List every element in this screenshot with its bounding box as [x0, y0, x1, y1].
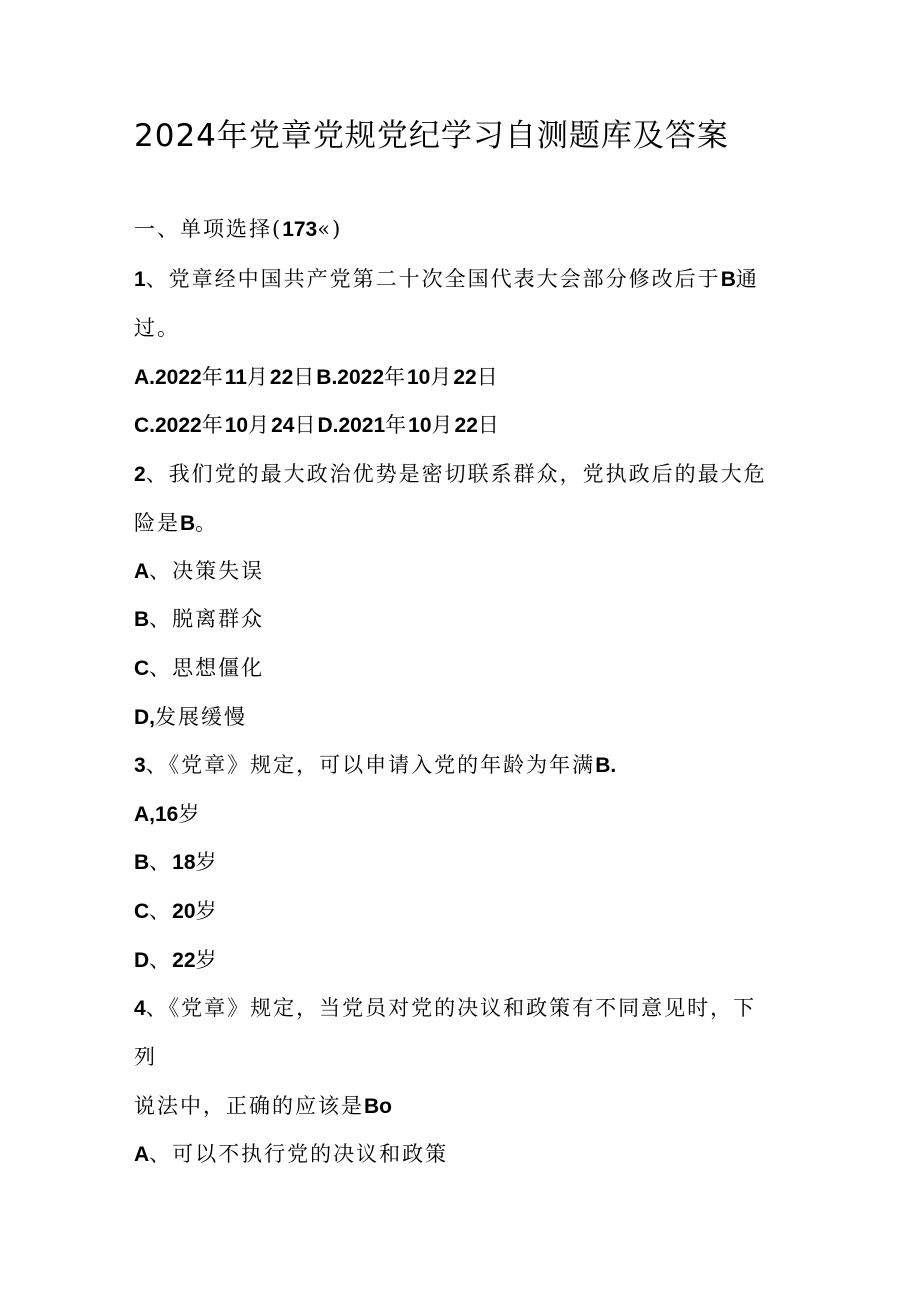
question-4-line-3: 说法中，正确的应该是Bo	[134, 1094, 392, 1118]
question-1-options-ab: A.2022年11月22日B.2022年10月22日	[134, 365, 500, 389]
question-3-line-1: 3、《党章》规定，可以申请入党的年龄为年满B.	[134, 753, 617, 777]
question-3-option-b: B、18岁	[134, 850, 219, 874]
question-3-option-d: D、22岁	[134, 948, 219, 972]
question-3-option-c: C、20岁	[134, 899, 219, 923]
question-4-option-a: A、可以不执行党的决议和政策	[134, 1142, 449, 1166]
question-4-line-1: 4、《党章》规定，当党员对党的决议和政策有不同意见时，下	[134, 996, 757, 1020]
question-3-option-a: A,16岁	[134, 802, 202, 826]
question-2-option-c: C、思想僵化	[134, 656, 265, 680]
question-2-option-a: A、决策失误	[134, 559, 265, 583]
question-1-line-2: 过。	[134, 316, 180, 340]
question-1-options-cd: C.2022年10月24日D.2021年10月22日	[134, 413, 501, 437]
question-2-line-1: 2、我们党的最大政治优势是密切联系群众，党执政后的最大危	[134, 462, 767, 486]
question-4-line-2: 列	[134, 1045, 157, 1069]
section-heading: 一、单项选择(173«)	[134, 217, 343, 241]
question-2-line-2: 险是B。	[134, 511, 219, 535]
document-title: 2024年党章党规党纪学习自测题库及答案	[134, 118, 729, 154]
question-2-option-b: B、脱离群众	[134, 607, 265, 631]
question-1-line-1: 1、党章经中国共产党第二十次全国代表大会部分修改后于B通	[134, 267, 759, 291]
question-2-option-d: D,发展缓慢	[134, 705, 247, 729]
